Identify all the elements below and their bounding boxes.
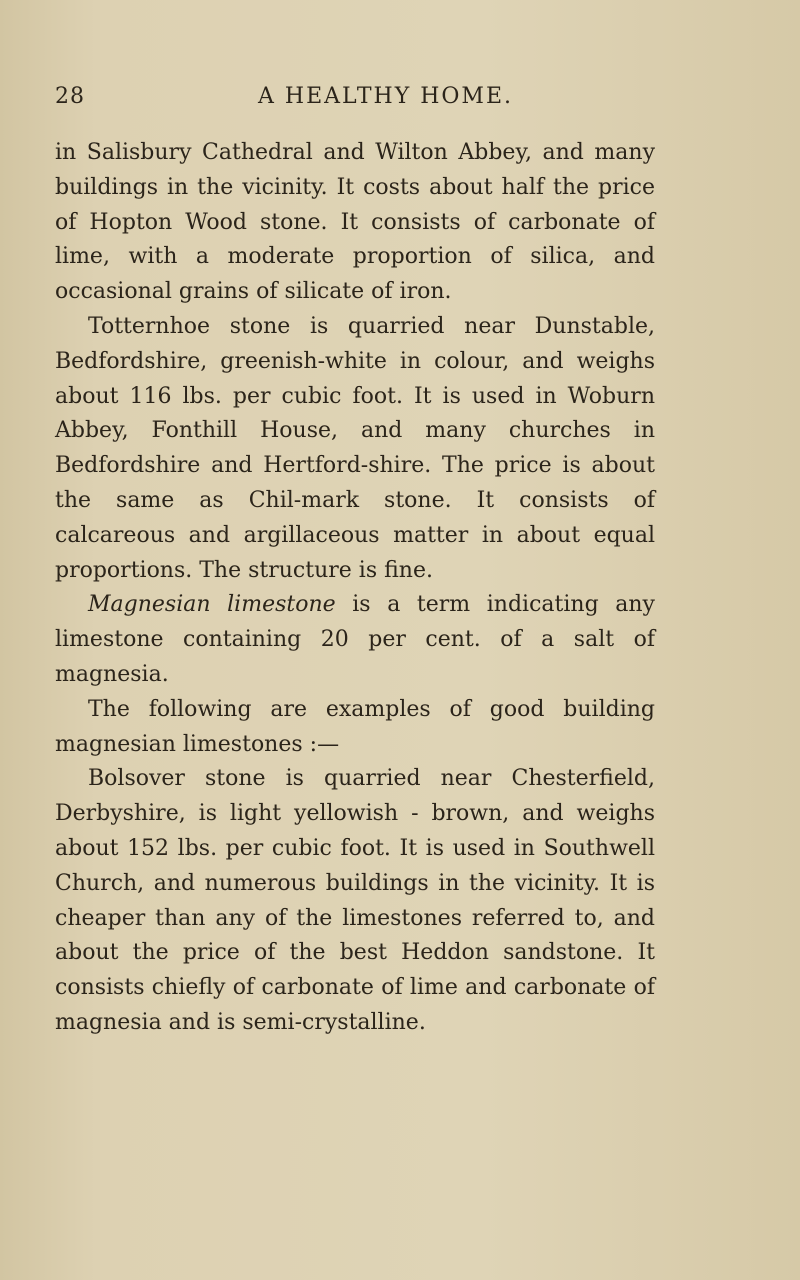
italic-term: Magnesian limestone [88, 592, 336, 618]
running-head: A HEALTHY HOME. [258, 84, 514, 109]
body-text [55, 136, 655, 1041]
paragraph-text: is a term indicating any limestone containing 20 per cent. of a salt of magnesia. [55, 592, 655, 687]
paragraph: Bolsover stone is quarried near Chesterfield, Derbyshire, is light yellowish - brown, and weighs about 152 lbs. per cubic foot. It is used in Southwell Church, and numerous buildings in the vicinity. It is cheaper than any of the limestones referred to, and about the price of the best Heddon sandstone. It consists chiefly of carbonate of lime and carbonate of magnesia and is semi-crystalline. [55, 766, 655, 1035]
paragraph [55, 588, 655, 692]
page-header [0, 84, 800, 116]
page-number: 28 [55, 84, 85, 109]
paragraph: The following are examples of good building magnesian limestones :— [55, 696, 655, 757]
paragraph: Totternhoe stone is quarried near Dunstable, Bedfordshire, greenish-white in colour, and weighs about 116 lbs. per cubic foot. It is used in Woburn Abbey, Fonthill House, and many churches in Bedfordshire and Hertford-shire. The price is about the same as Chil-mark stone. It consists of calcareous and argillaceous matter in about equal proportions. The structure is fine. [55, 313, 655, 583]
paragraph: in Salisbury Cathedral and Wilton Abbey, and many buildings in the vicinity. It costs about half the price of Hopton Wood stone. It consists of carbonate of lime, with a moderate proportion of silica, and occasional grains of silicate of iron. [55, 140, 655, 305]
